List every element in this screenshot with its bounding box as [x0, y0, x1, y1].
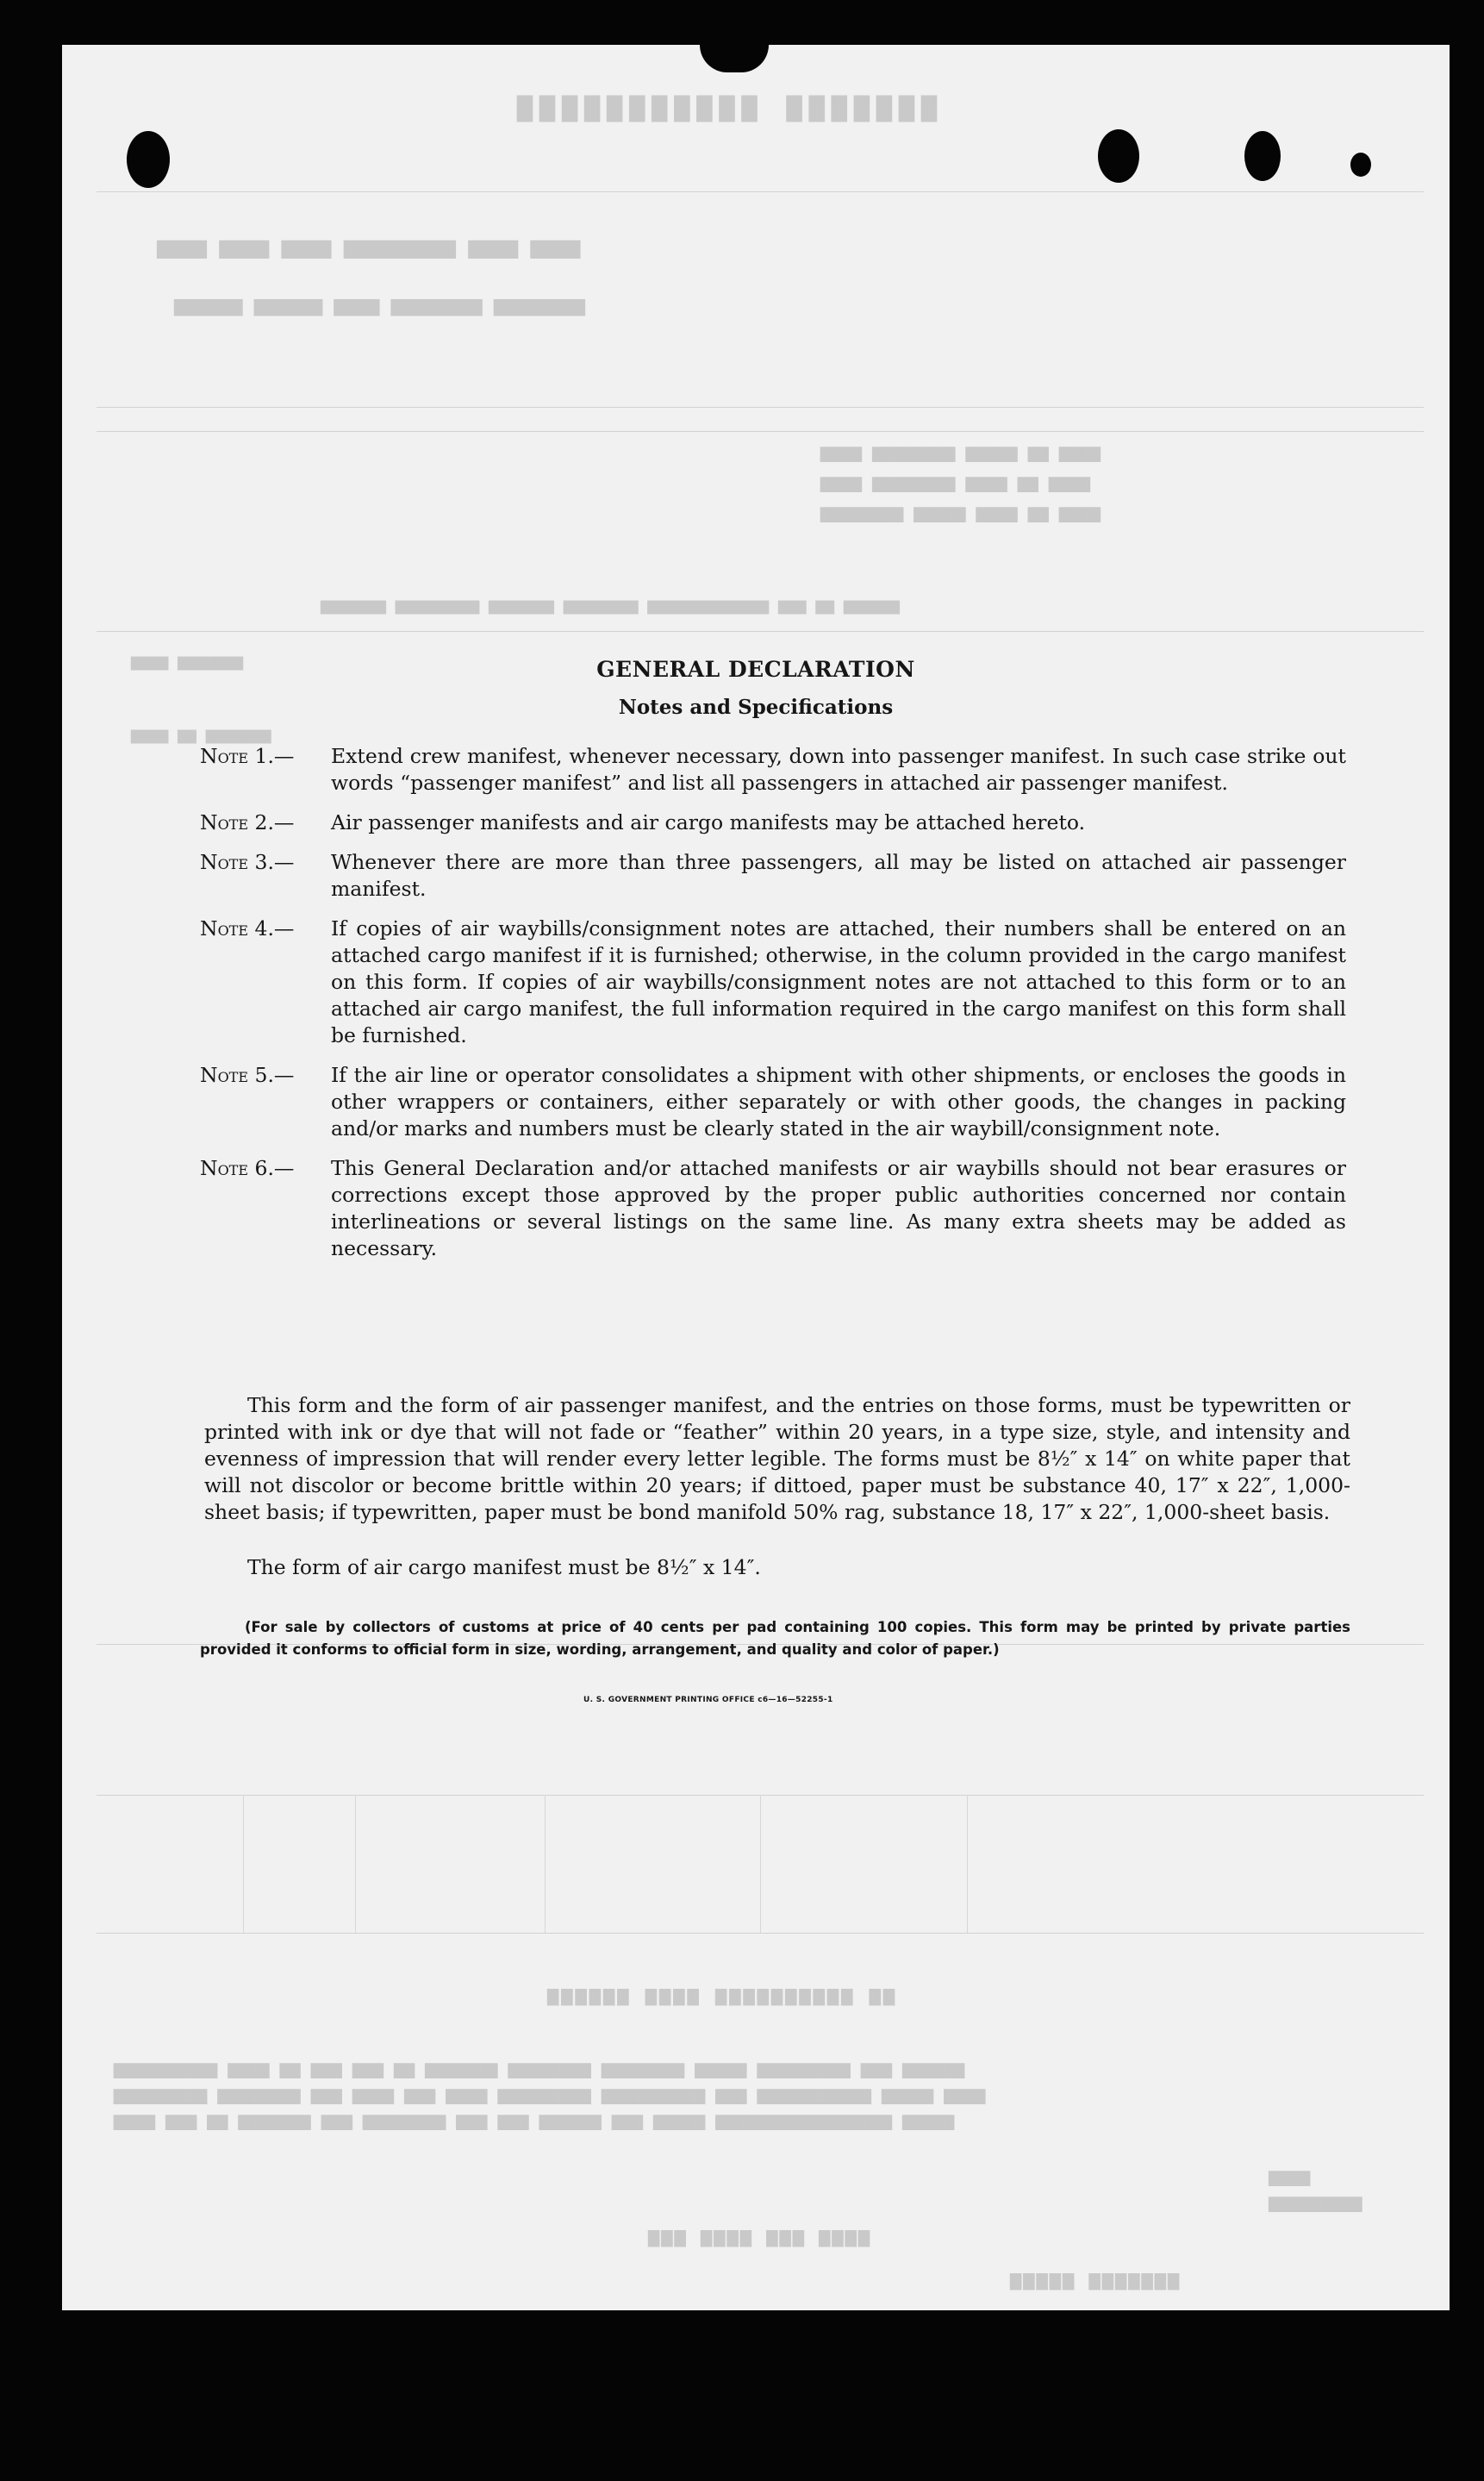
note-text: If copies of air waybills/consignment notes are attached, their numbers shall be entered on an attached cargo manifest if it is furnished; otherwise, in the column provided in the cargo manifest on this form. If copies of air waybills/consignment notes are not attached to this form or to an attached air cargo manifest, the full information required in the cargo manifest on this form shall be furnished. — [331, 916, 1346, 1047]
note-text: If the air line or operator consolidates a shipment with other shipments, or encloses the goods in other wrappers or containers, either separately or with other goods, the changes in packing and/or marks and numbers must be clearly stated in the air waybill/consignment note. — [331, 1063, 1346, 1141]
note-item — [200, 1062, 1346, 1142]
note-label: Note 4.— — [200, 916, 295, 941]
note-label: Note 1.— — [200, 744, 295, 768]
page-subtitle: Notes and Specifications — [618, 696, 894, 719]
note-text: Whenever there are more than three passengers, all may be listed on attached air passenger manifest. — [331, 850, 1346, 901]
sale-notice: (For sale by collectors of customs at price of 40 cents per pad containing 100 copies. This form may be printed by private parties provided it conforms to official form in size, wording, arrangement, and quality and color of paper.) — [200, 1619, 1350, 1658]
punch-hole — [1098, 129, 1139, 183]
note-item — [200, 1155, 1346, 1262]
punch-hole — [1244, 131, 1281, 181]
note-label: Note 5.— — [200, 1063, 295, 1087]
note-label: Note 2.— — [200, 810, 295, 834]
page-title: GENERAL DECLARATION — [596, 657, 915, 682]
document-page: ▇▇▇▇▇▇▇ ▇▇▇▇▇▇▇▇▇▇▇ ▆▆▆▆ ▆▆▆▆ ▆▆▆▆▆▆▆▆▆ ▆▆▆▆ ▆▆▆▆ ▆▆▆▆ ▆▆▆▆▆▆▆▆ ▆▆▆▆▆▆▆▆ ▆▆▆▆ ▆▆▆▆▆▆ ▆▆▆▆▆▆ ▆▆▆▆ ▆▆ ▆▆▆▆▆ ▆▆▆▆▆▆▆▆ ▆▆▆▆ ▆▆▆▆ ▆▆ ▆▆▆▆ ▆▆▆▆▆▆▆▆ ▆▆▆▆ ▆▆▆▆ ▆▆ ▆▆▆▆ ▆▆▆▆▆ ▆▆▆▆▆▆▆▆ ▆▆▆▆▆▆ ▆▆ ▆▆▆ ▆▆▆▆▆▆▆▆▆▆▆▆▆ ▆▆▆▆▆▆▆▆ ▆▆▆▆▆▆▆ ▆▆▆▆▆▆▆▆▆ ▆▆▆▆▆▆▆ ▆▆▆▆ ▆▆▆▆▆▆▆ ▆▆▆▆ ▆▆ ▆▆▆▆▆▆▆ ▆▆ ▆▆▆▆▆▆▆▆▆▆ ▆▆▆▆ ▆▆▆▆▆▆ ▆▆▆▆▆▆ ▆▆▆ ▆▆▆▆▆▆▆▆▆ ▆▆▆▆▆ ▆▆▆▆▆▆▆▆ ▆▆▆▆▆▆▆▆ ▆▆▆▆▆▆▆ ▆▆ ▆▆▆ ▆▆▆ ▆▆ ▆▆▆▆ ▆▆▆▆▆▆▆▆▆▆ ▆▆▆▆ ▆▆▆▆▆ ▆▆▆▆▆▆▆▆▆▆▆ ▆▆▆ ▆▆▆▆▆▆▆▆▆▆ ▆▆▆▆▆▆▆▆▆ ▆▆▆▆ ▆▆▆ ▆▆▆▆ ▆▆▆ ▆▆▆▆▆▆▆▆ ▆▆▆▆▆▆▆▆▆ ▆▆▆▆▆ ▆▆▆▆▆▆▆▆▆▆▆▆▆▆▆▆▆ ▆▆▆▆▆ ▆▆▆ ▆▆▆▆▆▆ ▆▆▆ ▆▆▆ ▆▆▆▆▆▆▆▆ ▆▆▆ ▆▆▆▆▆▆▆ ▆▆ ▆▆▆ ▆▆▆▆ ▆▆▆▆ ▆▆▆▆▆▆▆▆▆ ▆▆▆ ▆▆▆▆ ▆▆▆ ▆▆▆▆ ▆▆▆▆▆ ▆▆▆▆▆▆▆ GENERAL DECLARATION Notes and Specifications Note 1.— Extend crew manifest, whenever necessary, down into passenger manifest. In such case strike out words “passenger manifest” and list all passengers in attached air passenger manifest. Note 2.— Air passenger manifests and air cargo manifests may be attached hereto. Note 3.— Whenever there are more than three passengers, all may be listed on attached air passenger manifest. Note 4.— If copies of air waybills/consignment notes are attached, their numbers shall be entered on an attached cargo manifest if it is furnished; otherwise, in the column provided in the cargo manifest on this form. If copies of air waybills/consignment notes are not attached to this form or to an attached air cargo manifest, the full information required in the cargo manifest on this form shall be furnished. Note 5.— If the air line or operator consolidates a shipment with other shipments, or encloses the goods in other wrappers or containers, either separately or with other goods, the changes in packing and/or marks and numbers must be clearly stated in the air waybill/consignment note. Note 6.— This General Declaration and/or attached manifests or air waybills should not bear erasures or corrections except those approved by the proper public authorities concerned nor contain interlineations or several listings on the same line. As many extra sheets may be added as necessary. This form and the form of air passenger manifest, and the entries on those forms, must be typewritten or printed with ink or dye that will not fade or “feather” within 20 years, in a type size, style, and intensity and evenness of impression that will render every letter legible. The forms must be 8½″ x 14″ on white paper that will not discolor or become brittle within 20 years; if dittoed, paper must be substance 40, 17″ x 22″, 1,000-sheet basis; if typewritten, paper must be bond manifold 50% rag, substance 18, 17″ x 22″, 1,000-sheet basis. The form of air cargo manifest must be 8½″ x 14″. (For sale by collectors of customs at price of 40 cents per pad containing 100 copies. This form may be printed by private parties provided it conforms to official form in size, wording, arrangement, and quality and color of paper.) U. S. GOVERNMENT PRINTING OFFICE c6—16—52255-1 — [62, 45, 1450, 2310]
punch-hole — [127, 131, 170, 188]
printing-office-line: U. S. GOVERNMENT PRINTING OFFICE c6—16—52255-1 — [583, 1696, 833, 1704]
torn-notch — [700, 45, 769, 72]
note-label: Note 3.— — [200, 850, 295, 874]
note-item — [200, 916, 1346, 1049]
note-item — [200, 809, 1346, 836]
note-text: Extend crew manifest, whenever necessary, down into passenger manifest. In such case strike out words “passenger manifest” and list all passengers in attached air passenger manifest. — [331, 744, 1346, 795]
form-specification-paragraph: This form and the form of air passenger manifest, and the entries on those forms, must be typewritten or printed with ink or dye that will not fade or “feather” within 20 years, in a type size, style, and intensity and evenness of impression that will render every letter legible. The forms must be 8½″ x 14″ on white paper that will not discolor or become brittle within 20 years; if dittoed, paper must be substance 40, 17″ x 22″, 1,000-sheet basis; if typewritten, paper must be bond manifold 50% rag, substance 18, 17″ x 22″, 1,000-sheet basis. — [204, 1393, 1350, 1524]
note-text: This General Declaration and/or attached manifests or air waybills should not bear erasures or corrections except those approved by the proper public authorities concerned nor contain interlineations or several listings on the same line. As many extra sheets may be added as necessary. — [331, 1156, 1346, 1260]
notes-list — [200, 743, 1346, 1275]
punch-hole — [1350, 153, 1371, 177]
note-label: Note 6.— — [200, 1156, 295, 1180]
note-item — [200, 849, 1346, 903]
cargo-manifest-size: The form of air cargo manifest must be 8½″ x 14″. — [247, 1555, 761, 1579]
note-item — [200, 743, 1346, 797]
note-text: Air passenger manifests and air cargo manifests may be attached hereto. — [331, 810, 1086, 834]
